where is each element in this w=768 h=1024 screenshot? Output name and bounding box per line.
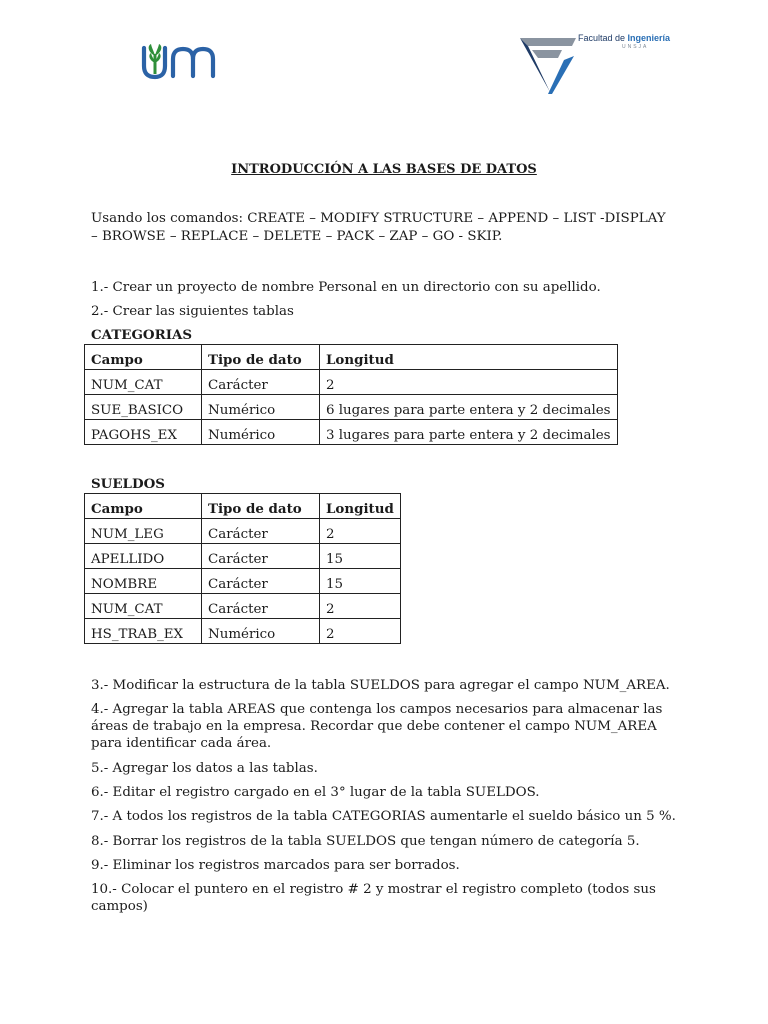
table-cell: NOMBRE (85, 569, 202, 594)
table-row (85, 370, 618, 395)
table-cell: 2 (320, 594, 401, 619)
document-title: INTRODUCCIÓN A LAS BASES DE DATOS (231, 162, 537, 177)
table-cell: NUM_CAT (85, 594, 202, 619)
table-cell: 2 (320, 370, 618, 395)
step-7: 7.- A todos los registros de la tabla CATEGORIAS aumentarle el sueldo básico un 5 %. (91, 809, 676, 824)
table-row (85, 569, 401, 594)
table-row (85, 420, 618, 445)
table-cell: NUM_LEG (85, 519, 202, 544)
table-row (85, 395, 618, 420)
table-sueldos (84, 493, 401, 644)
table-cell: 3 lugares para parte entera y 2 decimales (320, 420, 618, 445)
table-cell: Numérico (202, 395, 320, 420)
header-cell: Campo (85, 494, 202, 519)
table-cell: PAGOHS_EX (85, 420, 202, 445)
table-row (85, 594, 401, 619)
table-cell: Carácter (202, 370, 320, 395)
header-cell: Longitud (320, 494, 401, 519)
step-8: 8.- Borrar los registros de la tabla SUELDOS que tengan número de categoría 5. (91, 834, 640, 849)
table-cell: 6 lugares para parte entera y 2 decimales (320, 395, 618, 420)
table-categorias-caption: CATEGORIAS (91, 327, 193, 343)
step-6: 6.- Editar el registro cargado en el 3° lugar de la tabla SUELDOS. (91, 785, 540, 800)
step-2: 2.- Crear las siguientes tablas (91, 304, 294, 319)
table-cell: Numérico (202, 420, 320, 445)
table-cell: Carácter (202, 569, 320, 594)
um-logo-icon (138, 42, 226, 82)
table-header-row (85, 345, 618, 370)
table-cell: APELLIDO (85, 544, 202, 569)
header-cell: Campo (85, 345, 202, 370)
step-9: 9.- Eliminar los registros marcados para ser borrados. (91, 858, 460, 873)
table-row (85, 544, 401, 569)
table-row (85, 619, 401, 644)
table-cell: 15 (320, 544, 401, 569)
table-cell: Carácter (202, 594, 320, 619)
header-cell: Longitud (320, 345, 618, 370)
step-3: 3.- Modificar la estructura de la tabla SUELDOS para agregar el campo NUM_AREA. (91, 678, 670, 693)
table-cell: HS_TRAB_EX (85, 619, 202, 644)
table-cell: 2 (320, 519, 401, 544)
table-header-row (85, 494, 401, 519)
table-cell: Carácter (202, 544, 320, 569)
header-cell: Tipo de dato (202, 345, 320, 370)
table-cell: Numérico (202, 619, 320, 644)
step-5: 5.- Agregar los datos a las tablas. (91, 761, 318, 776)
table-cell: 15 (320, 569, 401, 594)
step-4: 4.- Agregar la tabla AREAS que contenga los campos necesarios para almacenar las áreas de trabajo en la empresa. Recordar que debe contener el campo NUM_AREA para identificar cada área. (91, 702, 663, 751)
table-sueldos-caption: SUELDOS (91, 476, 165, 492)
table-cell: Carácter (202, 519, 320, 544)
table-row (85, 519, 401, 544)
table-categorias (84, 344, 618, 445)
step-10: 10.- Colocar el puntero en el registro # 2 y mostrar el registro completo (todos sus campos) (91, 882, 656, 914)
header-cell: Tipo de dato (202, 494, 320, 519)
table-cell: NUM_CAT (85, 370, 202, 395)
step-1: 1.- Crear un proyecto de nombre Personal en un directorio con su apellido. (91, 280, 601, 295)
table-cell: 2 (320, 619, 401, 644)
table-cell: SUE_BASICO (85, 395, 202, 420)
intro-paragraph: Usando los comandos: CREATE – MODIFY STRUCTURE – APPEND – LIST -DISPLAY – BROWSE – REPLACE – DELETE – PACK – ZAP – GO - SKIP. (91, 211, 666, 244)
faculty-logo-text: Facultad de Ingeniería UNSJA (578, 33, 671, 50)
